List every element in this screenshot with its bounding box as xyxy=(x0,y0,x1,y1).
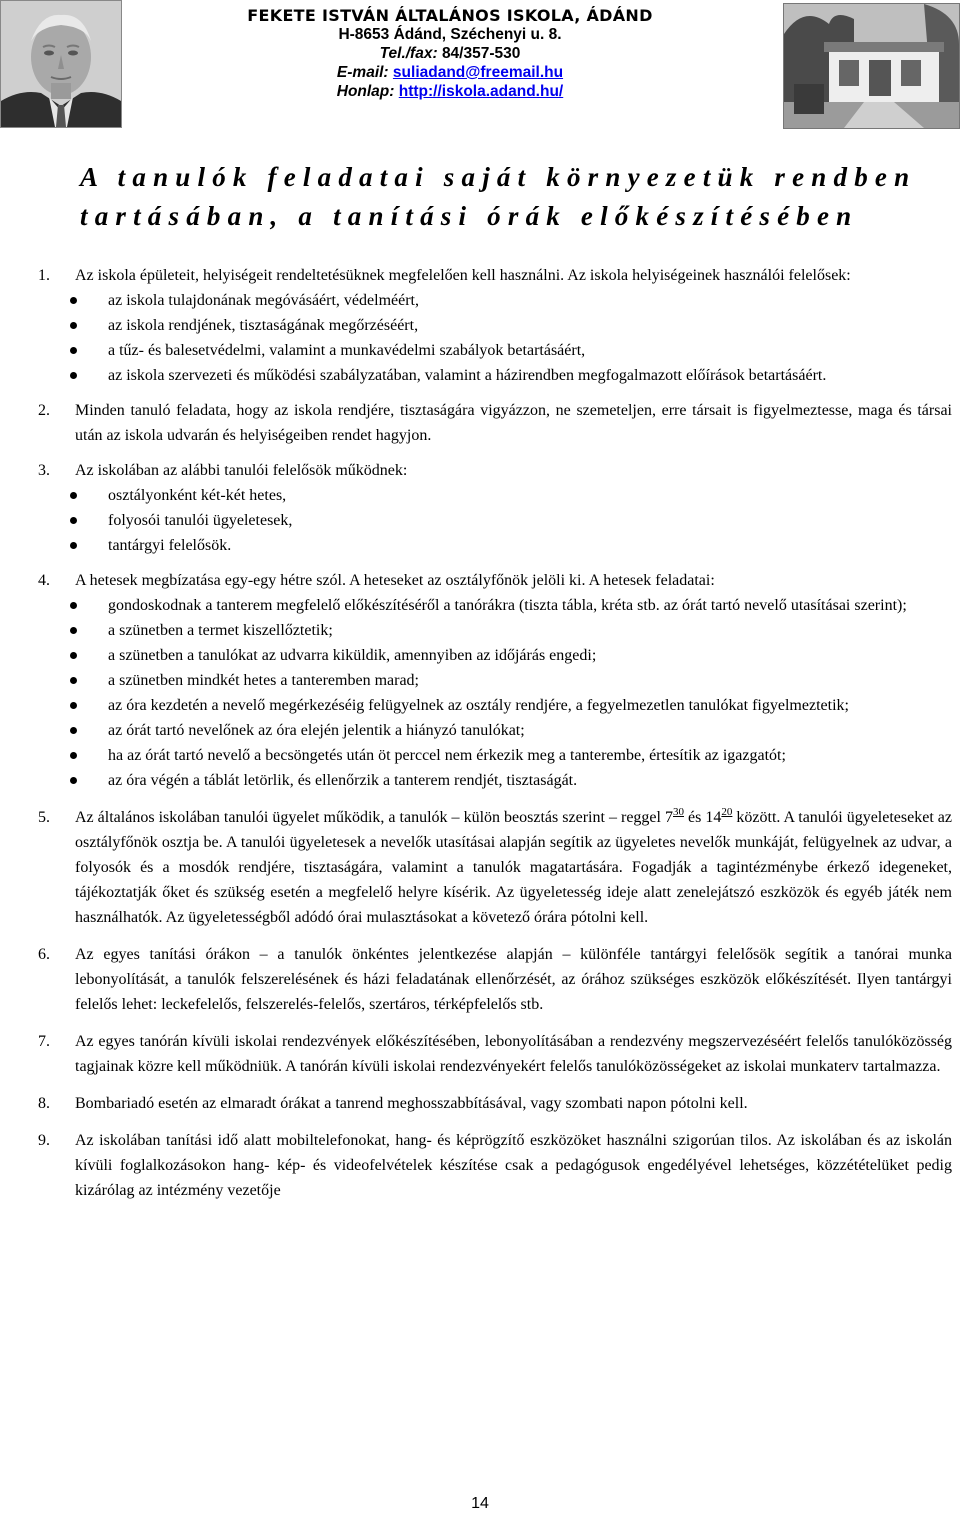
section-number: 7. xyxy=(38,1033,50,1050)
bullet-list xyxy=(38,593,952,793)
email-label: E-mail: xyxy=(336,64,389,81)
school-email xyxy=(130,63,770,82)
bullet-list xyxy=(38,288,952,388)
web-label: Honlap: xyxy=(336,83,395,100)
school-name: FEKETE ISTVÁN ÁLTALÁNOS ISKOLA, ÁDÁND xyxy=(247,6,653,25)
section-3 xyxy=(38,458,952,483)
list-item: a szünetben a tanulókat az udvarra kiküldik, amennyiben az időjárás engedi; xyxy=(38,643,952,668)
list-item: a tűz- és balesetvédelmi, valamint a munkavédelmi szabályok betartásáért, xyxy=(38,338,952,363)
section-6 xyxy=(38,942,952,1017)
section-number: 4. xyxy=(38,572,50,589)
section-number: 2. xyxy=(38,402,50,419)
list-item: tantárgyi felelősök. xyxy=(38,533,952,558)
section-text: Az iskola épületeit, helyiségeit rendeltetésüknek megfelelően kell használni. Az iskola helyiségeinek használói felelősek: xyxy=(75,267,851,284)
section-8 xyxy=(38,1091,952,1116)
section-text: Az egyes tanítási órákon – a tanulók önkéntes jelentkezése alapján – különféle tantárgyi felelősök segítik a tanórai munka lebonyolítását, a tanulók felszerelésének és házi feladatának ellenőrzését, az órához szükséges eszközök előkészítését. Ilyen tantárgyi felelős lehet: leckefelelős, felszerelés-felelős, szertáros, térképfelelős stb. xyxy=(75,946,952,1013)
section-text: Az iskolában tanítási idő alatt mobiltelefonokat, hang- és képrögzítő eszközöket használni szigorúan tilos. Az iskolában és az iskolán kívüli foglalkozásokon hang- kép- és videofelvételek készítése csak a pedagógusok engedélyével lehetséges, közzétételüket pedig kizárólag az intézmény vezetője xyxy=(75,1132,952,1199)
section-7 xyxy=(38,1029,952,1079)
section-text-part: és 14 xyxy=(684,809,722,826)
school-telfax xyxy=(130,44,770,63)
list-item: a szünetben mindkét hetes a tanteremben marad; xyxy=(38,668,952,693)
time-superscript: 30 xyxy=(673,806,684,818)
section-number: 1. xyxy=(38,267,50,284)
telfax-value: 84/357-530 xyxy=(441,45,521,62)
section-text: Bombariadó esetén az elmaradt órákat a tanrend meghosszabbításával, vagy szombati napon pótolni kell. xyxy=(75,1095,748,1112)
section-text xyxy=(75,805,952,930)
section-number: 8. xyxy=(38,1095,50,1112)
list-item: az iskola szervezeti és működési szabályzatában, valamint a házirendben megfogalmazott előírások betartásáért. xyxy=(38,363,952,388)
document-body xyxy=(38,263,952,1203)
school-building-photo xyxy=(783,3,960,129)
section-number: 9. xyxy=(38,1132,50,1149)
section-4 xyxy=(38,568,952,593)
section-text: Minden tanuló feladata, hogy az iskola rendjére, tisztaságára vigyázzon, ne szemeteljen, erre társait is figyelmeztesse, maga és társai után az iskola udvarán és helyiségeiben rendet hagyjon. xyxy=(75,402,952,444)
section-9 xyxy=(38,1128,952,1203)
section-text: Az iskolában az alábbi tanulói felelősök működnek: xyxy=(75,462,408,479)
website-link[interactable]: http://iskola.adand.hu/ xyxy=(398,83,564,100)
list-item: az óra kezdetén a nevelő megérkezéséig felügyelnek az osztály rendjére, a fegyelmezetlen tanulókat figyelmeztetik; xyxy=(38,693,952,718)
section-number: 5. xyxy=(38,809,50,826)
list-item: az iskola tulajdonának megóvásáért, védelméért, xyxy=(38,288,952,313)
school-contact-block xyxy=(130,6,770,101)
section-text: Az egyes tanórán kívüli iskolai rendezvények előkészítésében, lebonyolításában a rendezvény megszervezéséért felelős tanulóközösség tagjainak közre kell működniük. A tanórán kívüli iskolai rendezvényekért felelős tanulóközösségeket az iskolai munkaterv tartalmazza. xyxy=(75,1033,952,1075)
list-item: folyosói tanulói ügyeletesek, xyxy=(38,508,952,533)
school-website xyxy=(130,82,770,101)
school-address: H-8653 Ádánd, Széchenyi u. 8. xyxy=(338,26,562,43)
list-item: az órát tartó nevelőnek az óra elején jelentik a hiányzó tanulókat; xyxy=(38,718,952,743)
section-text-part: között. A tanulói ügyeleteseket az osztályfőnök osztja be. A tanulói ügyeletesek a nevelők utasításai alapján segítik az ügyeletes nevelők munkáját, felügyelnek az udvar, a folyosók és a mosdók rendjére, tisztaságára, valamint a tanulók magatartására. Fogadják a tagintézménybe érkező idegeneket, tájékoztatják őket és szükség esetén a megfelelő helyre kísérik. Az ügyeletesség ideje alatt zenelejátszó eszközök és egyéb játék nem használhatók. Az ügyeletességből adódó órai mulasztásokat a követező órára pótolni kell. xyxy=(75,809,953,926)
list-item: az óra végén a táblát letörlik, és ellenőrzik a tanterem rendjét, tisztaságát. xyxy=(38,768,952,793)
section-number: 3. xyxy=(38,462,50,479)
title-line-1: A tanulók feladatai saját környezetük rendben xyxy=(80,162,917,192)
list-item: ha az órát tartó nevelő a becsöngetés után öt perccel nem érkezik meg a tanterembe, értesítik az igazgatót; xyxy=(38,743,952,768)
list-item: osztályonként két-két hetes, xyxy=(38,483,952,508)
list-item: az iskola rendjének, tisztaságának megőrzéséért, xyxy=(38,313,952,338)
email-link[interactable]: suliadand@freemail.hu xyxy=(392,64,564,81)
page-number: 14 xyxy=(471,1495,489,1512)
section-5 xyxy=(38,805,952,930)
section-2 xyxy=(38,398,952,448)
section-1 xyxy=(38,263,952,288)
bullet-list xyxy=(38,483,952,558)
title-line-2: tartásában, a tanítási órák előkészítésében xyxy=(80,201,859,231)
section-text-part: Az általános iskolában tanulói ügyelet működik, a tanulók – külön beosztás szerint – reggel 7 xyxy=(75,809,673,826)
time-superscript: 20 xyxy=(721,806,733,818)
document-title xyxy=(80,158,940,236)
telfax-label: Tel./fax: xyxy=(379,45,438,62)
section-text: A hetesek megbízatása egy-egy hétre szól. A heteseket az osztályfőnök jelöli ki. A hetesek feladatai: xyxy=(75,572,715,589)
list-item: gondoskodnak a tanterem megfelelő előkészítéséről a tanórákra (tiszta tábla, kréta stb. az órát tartó nevelő utasításai szerint); xyxy=(38,593,952,618)
portrait-photo xyxy=(0,0,122,128)
list-item: a szünetben a termet kiszellőztetik; xyxy=(38,618,952,643)
section-number: 6. xyxy=(38,946,50,963)
letterhead xyxy=(0,0,960,130)
